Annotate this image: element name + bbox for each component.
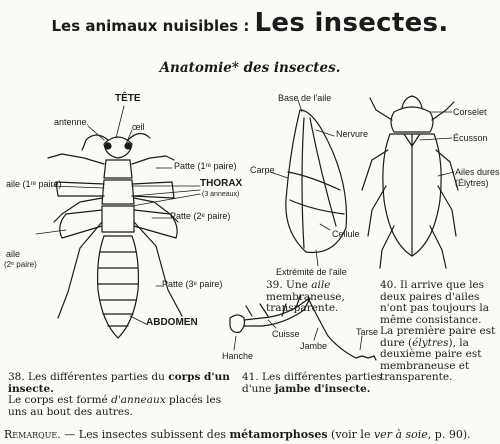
title-prefix: Les animaux nuisibles : (51, 17, 250, 35)
label-elytra-sub: (Élytres) (455, 178, 489, 188)
label-carpe: Carpe (250, 165, 275, 175)
label-thorax: THORAX (200, 178, 243, 189)
label-wing2: aile (6, 249, 21, 259)
page-subtitle: Anatomie* des insectes. (159, 60, 341, 76)
label-wing-tip: Extrémité de l'aile (276, 267, 347, 277)
label-head: TÊTE (115, 93, 141, 104)
caption-fig39: 39. Une aile membraneuse, transparente. (266, 279, 345, 314)
label-elytra: Ailes dures (455, 167, 500, 177)
caption-fig38: 38. Les différentes parties du corps d'un insecte. Le corps est formé d'anneaux placés les uns au bout des autres. (8, 371, 230, 418)
label-corselet: Corselet (453, 107, 487, 117)
remark: Remarque. — Les insectes subissent des métamorphoses (voir le ver à soie, p. 90). (4, 428, 471, 441)
label-tarsus: Tarse (356, 327, 379, 337)
label-wing2-sub: (2ᵉ paire) (4, 260, 37, 269)
label-wing1: aile (1ʳᵉ paire) (6, 179, 62, 189)
label-shin: Jambe (300, 341, 328, 351)
wing-illustration (270, 100, 347, 266)
caption-fig41: 41. Les différentes parties d'une jambe d'insecte. (242, 371, 383, 395)
insect-body-illustration (48, 133, 182, 338)
label-thigh: Cuisse (272, 329, 300, 339)
label-abdomen: ABDOMEN (146, 317, 198, 328)
label-leg2: Patte (2ᵉ paire) (170, 211, 231, 221)
label-vein: Nervure (336, 129, 369, 139)
label-thorax-sub: (3 anneaux) (202, 191, 240, 198)
label-eye: œil (132, 122, 145, 132)
caption-fig40: 40. Il arrive que les deux paires d'ailes n'ont pas toujours la même consistance. La première paire est dure (élytres), la deuxième paire est membraneuse et transparente. (380, 279, 496, 383)
label-leg3: Patte (3ᵉ paire) (162, 279, 223, 289)
label-cell: Cellule (332, 229, 360, 239)
beetle-illustration (362, 96, 458, 268)
label-wing-base: Base de l'aile (278, 93, 332, 103)
label-leg1: Patte (1ʳᵉ paire) (174, 161, 237, 171)
title-main: Les insectes. (254, 8, 449, 38)
label-hip: Hanche (222, 351, 254, 361)
label-ecusson: Écusson (453, 133, 488, 143)
label-antenna: antenne. (54, 117, 90, 127)
